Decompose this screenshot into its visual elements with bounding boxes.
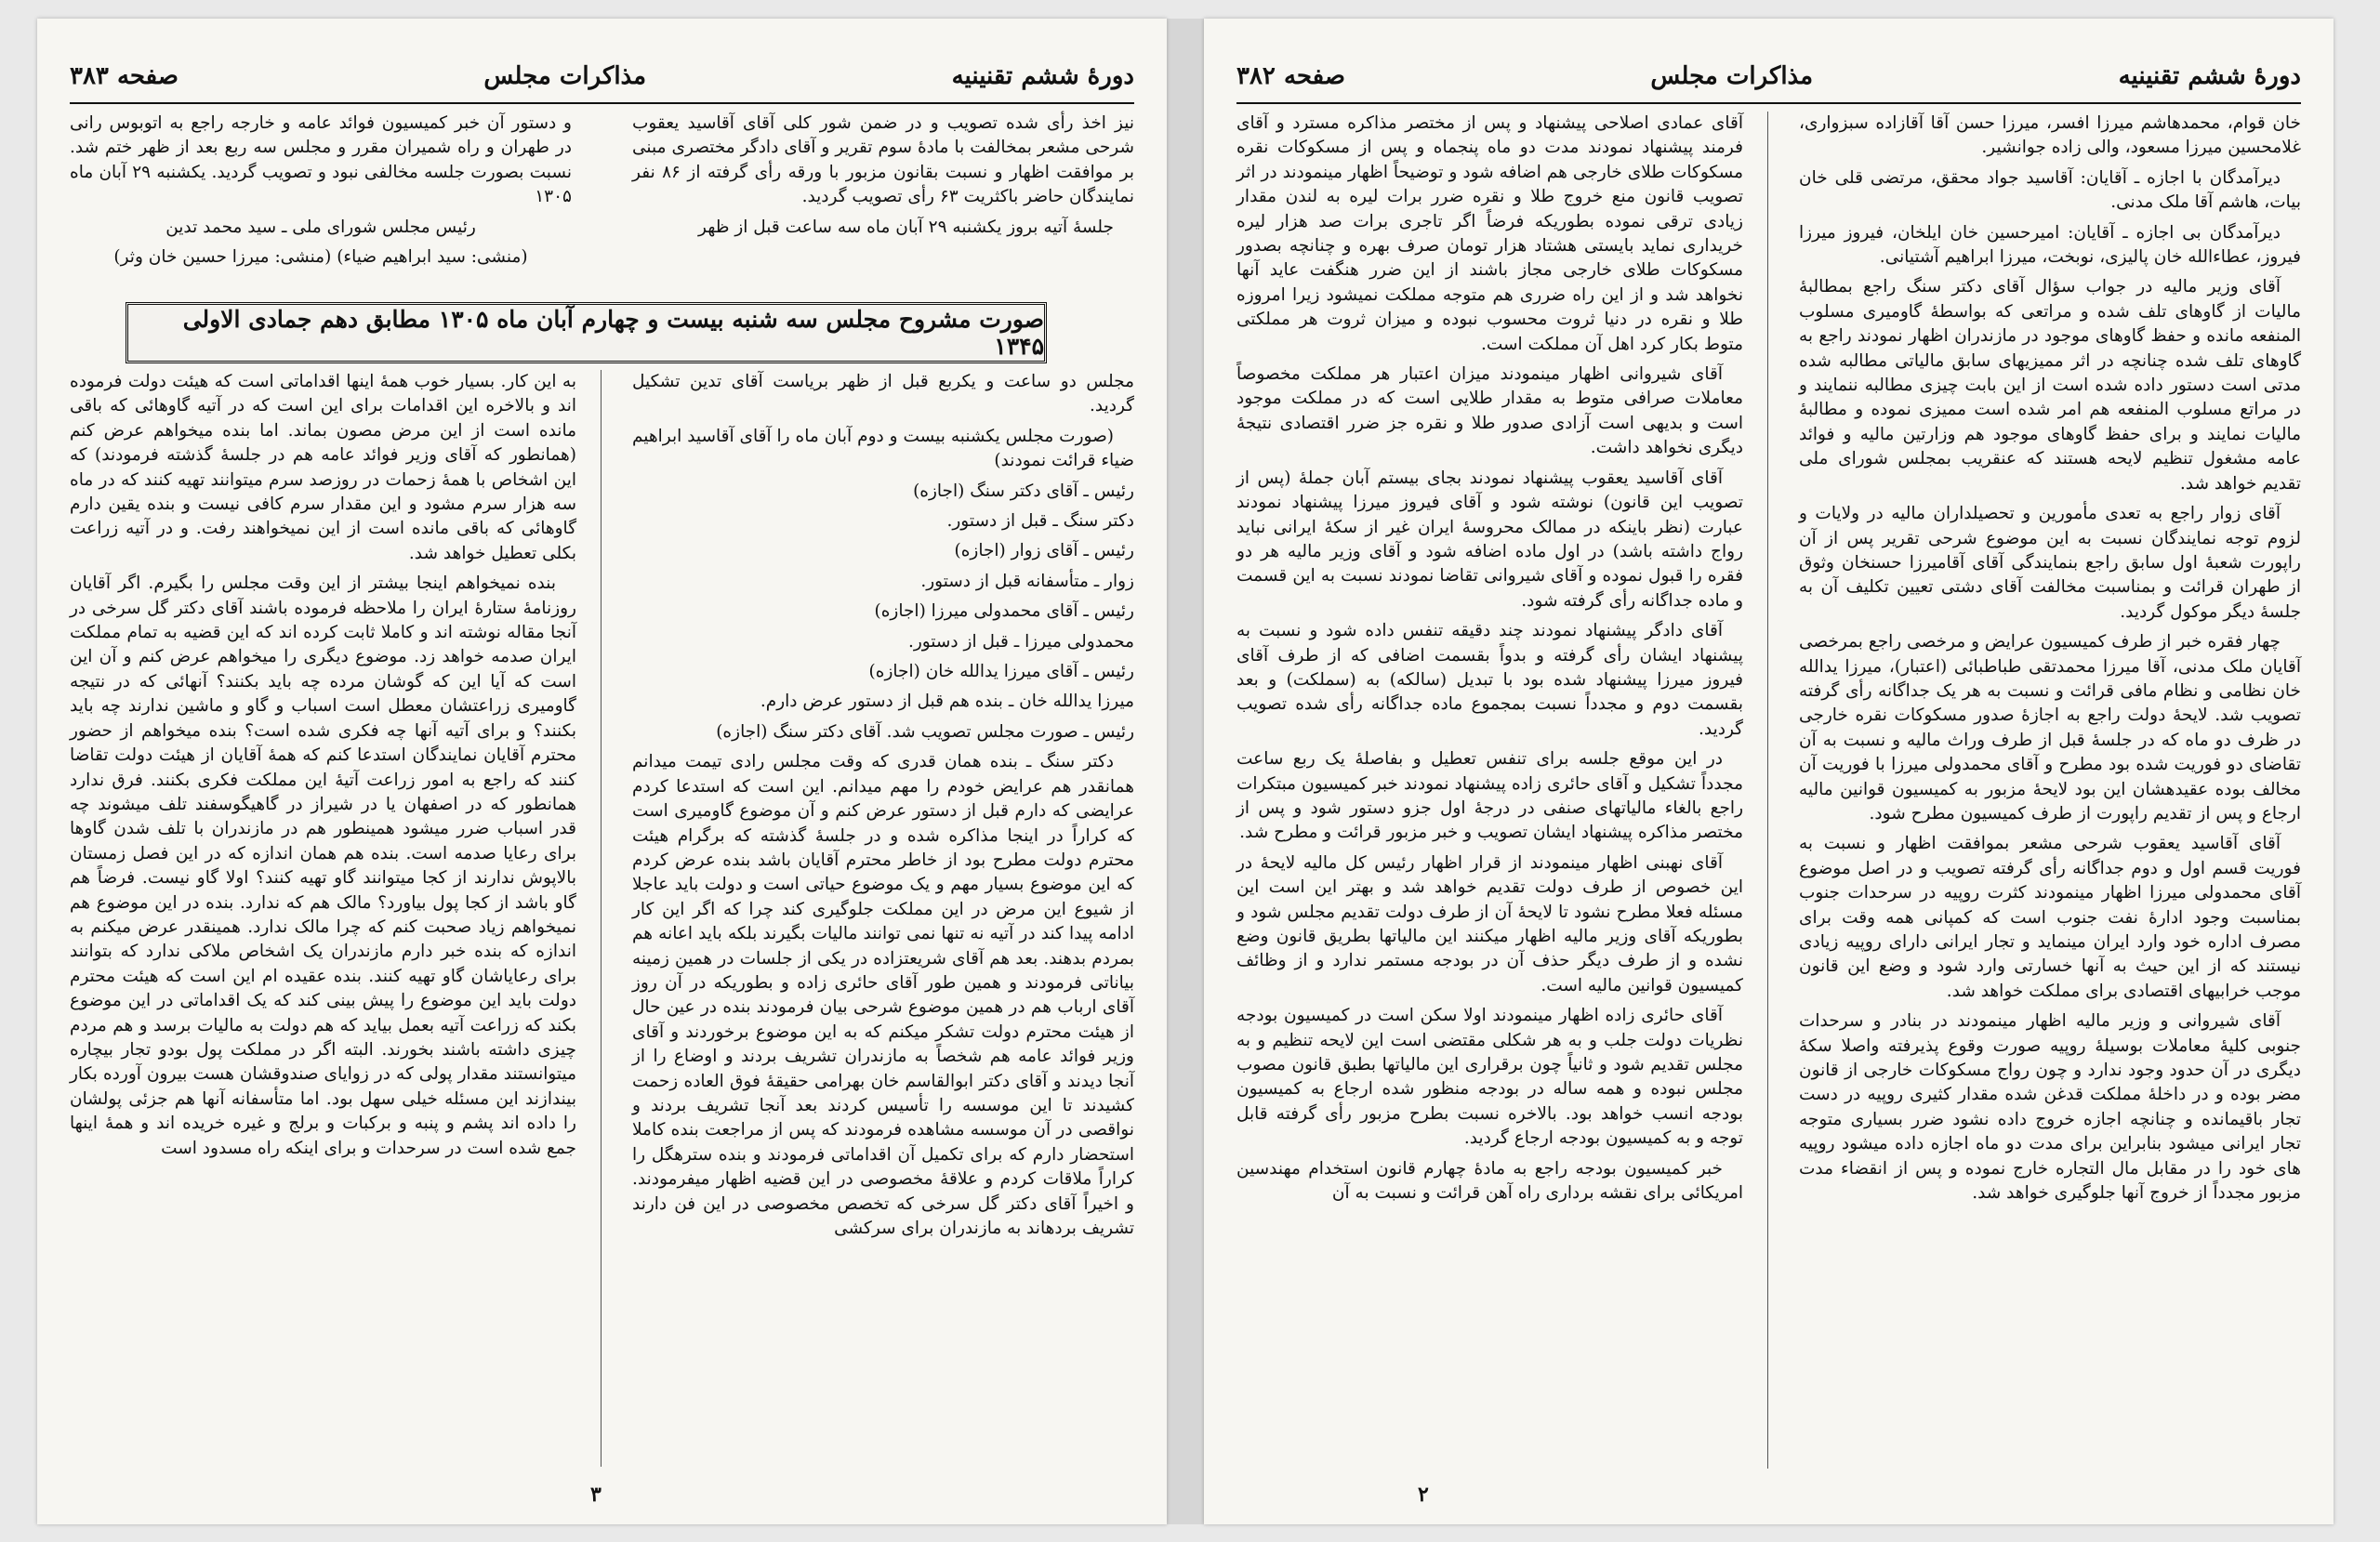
signature-president: رئیس مجلس شورای ملی ـ سید محمد تدین — [165, 217, 476, 237]
folio-number: ۲ — [1418, 1483, 1429, 1507]
paragraph: آقای زوار راجع به تعدی مأمورین و تحصیلداران مالیه در ولایات و لزوم توجه نمایندگان نسبت به این موضوع شرحی تقریر پس از آن راپورت شعبهٔ اول سابق راجع بنمایندگی آقای آقامیرزا حسنخان وثوق از طهران قرائت و بمناسبت مخالفت آقای دشتی تعیین تکلیف آن به جلسهٔ دیگر موکول گردید. — [1799, 504, 2301, 622]
page-header — [70, 58, 1134, 95]
header-rule — [70, 102, 1134, 104]
header-page-number: صفحه ۳۸۲ — [1236, 62, 1345, 90]
page-header — [1236, 58, 2301, 95]
book-gutter — [1167, 19, 1204, 1524]
paragraph: آقای آقاسید یعقوب شرحی مشعر بموافقت اظهار و نسبت به فوریت قسم اول و دوم جداگانه رأی گرفته تصویب و در اصل موضوع آقای محمدولی میرزا اظهار مینمودند کثرت روپیه در سرحدات جنوب بمناسبت وجود ادارهٔ نفت جنوب است که کمپانی همه وقت برای مصرف اداره خود وارد ایران مینماید و تجار ایرانی دارای روپیه زیادی نیستند که از این حیث به آنها خسارتی وارد شود و وضع این قانون موجب خرابیهای اقتصادی برای مملکت خواهد شد. — [1799, 834, 2301, 1001]
paragraph: خبر کمیسیون بودجه راجع به مادهٔ چهارم قانون استخدام مهندسین امریکائی برای نقشه برداری راه آهن قرائت و نسبت به آن — [1236, 1158, 1743, 1204]
paragraph: و دستور آن خبر کمیسیون فوائد عامه و خارجه راجع به اتوبوس رانی در طهران و راه شمیران مقرر و مجلس سه ربع بعد از ظهر ختم شد. نسبت بصورت جلسه مخالفی نبود و تصویب گردید. یکشنبه ۲۹ آبان ماه ۱۳۰۵ — [70, 113, 573, 207]
paragraph: آقای آقاسید یعقوب پیشنهاد نمودند بجای بیستم آبان جملهٔ (پس از تصویب این قانون) نوشته شود و آقای فیروز میرزا پیشنهاد نمودند عبارت (نظر باینکه در ممالک محروسهٔ ایران غیر از سکهٔ ایرانی نباید رواج داشته باشد) در اول ماده اضافه شود و آقای وزیر مالیه هر دو فقره را قبول نموده و آقای شیروانی تقاضا نمودند نسبت به این قسمت و ماده جداگانه رأی گرفته شود. — [1236, 468, 1743, 611]
paragraph: آقای وزیر مالیه در جواب سؤال آقای دکتر سنگ راجع بمطالبهٔ مالیات از گاوهای تلف شده و مراتعی که بواسطهٔ گاومیری مسلوب المنفعه مانده و حفظ گاوهای موجود در مازندران اظهار نمودند راجع به گاوهای تلف شده چنانچه در اثر ممیزیهای سابق مالیاتی مطالبه شده مدتی است دستور داده شده است از این بابت چیزی مطالبه ننمایند و در مراتع مسلوب المنفعه هم امر شده است ممیزی نموده و مطالبهٔ مالیات نمایند و برای حفظ گاوهای موجود هم وزارتین مالیه و فوائد عامه مشغول تنظیم لایحه هستند که عنقریب بمجلس شورای ملی تقدیم خواهد شد. — [1799, 277, 2301, 494]
paragraph: نیز اخذ رأی شده تصویب و در ضمن شور کلی آقای آقاسید یعقوب شرحی مشعر بمخالفت با مادهٔ سوم تقریر و آقای دادگر مختصری مبنی بر موافقت اظهار و نسبت بقانون مزبور با ورقه رأی گرفته از ۸۶ نفر نمایندگان حاضر باکثریت ۶۳ رأی تصویب گردید. — [632, 113, 1134, 207]
page-383 — [37, 19, 1167, 1524]
paragraph: جلسهٔ آتیه بروز یکشنبه ۲۹ آبان ماه سه ساعت قبل از ظهر — [697, 217, 1114, 237]
header-rule — [1236, 102, 2301, 104]
header-session: دورهٔ ششم تقنینیه — [2118, 62, 2301, 90]
page-382 — [1204, 19, 2334, 1524]
header-title: مذاکرات مجلس — [1650, 62, 1814, 90]
column-divider — [601, 370, 602, 1467]
speaker-line: محمدولی میرزا ـ قبل از دستور. — [907, 631, 1134, 652]
column-top-left — [70, 112, 572, 275]
column-top-right — [632, 112, 1134, 245]
paragraph: به این کار. بسیار خوب همهٔ اینها اقداماتی است که هیئت دولت فرموده اند و بالاخره این اقدامات برای این است که در آتیه گاوهائی که باقی مانده است از این مرض مصون بماند. اما بنده میخواهم عرض کنم (همانطور که آقای وزیر فوائد عامه هم در جلسهٔ گذشته فرمودند) که این اشخاص با همهٔ زحمات در روزصد سرم میتوانند تهیه کنند که در ماه سه هزار سرم مشود و این مقدار سرم کافی نیست و بنده یقین دارم گاوهائی که باقی مانده است از این نمیخواهند رفت. و در آتیه زراعت بکلی تعطیل خواهد شد. — [70, 372, 576, 563]
paragraph: مجلس دو ساعت و یکربع قبل از ظهر بریاست آقای تدین تشکیل گردید. — [632, 372, 1134, 416]
paragraph: آقای عمادی اصلاحی پیشنهاد و پس از مختصر مذاکره مسترد و آقای فرمند پیشنهاد نمودند مدت دو ماه پنجماه و پس از مسکوکات نقره مسکوکات طلای خارجی هم اضافه شود و توضیحاً اظهار مینمودند در اثر تصویب قانون منع خروج طلا و نقره ضرر برات لیره به لندن مقدار زیادی ترقی نموده بطوریکه فرضاً اگر تاجری برات صد هزار لیره خریداری نماید بایستی هشتاد هزار تومان صرف بهره و چنانچه بصدور مسکوکات طلای خارجی مجاز باشند از این ضرر هنگفت عاید آنها نخواهد شد و از این راه ضرری هم متوجه مملکت نمیشود زیرا امروزه طلا و نقره در دنیا ثروت محسوب نبوده و میزان ثروت هر مملکتی متوط بکار کرد اهل آن مملکت است. — [1236, 113, 1743, 354]
folio-number: ۳ — [590, 1483, 602, 1507]
column-bottom-right — [632, 370, 1134, 1246]
speaker-line: رئیس ـ صورت مجلس تصویب شد. آقای دکتر سنگ (اجازه) — [716, 721, 1134, 742]
session-banner — [126, 302, 1047, 363]
speaker-line: رئیس ـ آقای زوار (اجازه) — [954, 541, 1134, 561]
speaker-line: رئیس ـ آقای دکتر سنگ (اجازه) — [913, 481, 1134, 501]
column-divider — [1767, 112, 1768, 1469]
paragraph: آقای دادگر پیشنهاد نمودند چند دقیقه تنفس داده شود و نسبت به پیشنهاد ایشان رأی گرفته و بدواً بقسمت اضافی که از طرف آقای فیروز میرزا پیشنهاد شده بود با تبدیل (سالکه) به (سملکت) و بعد بقسمت دوم و مجدداً نسبت بمجموع ماده جداگانه رأی شده تصویب گردید. — [1236, 621, 1743, 739]
paragraph: آقای حائری زاده اظهار مینمودند اولا سکن است در کمیسیون بودجه نظریات دولت جلب و به هر شکلی مقتضی است این لایحه تنظیم و به مجلس تقدیم شود و ثانیاً چون برقراری این مالیاتها بطبق قانون مصوب مجلس نبوده و همه ساله در بودجه منظور شده ارجاع به کمیسیون بودجه انسب خواهد بود. بالاخره نسبت بطرح مزبور رأی گرفته قابل توجه و به کمیسیون بودجه ارجاع گردید. — [1236, 1006, 1743, 1149]
speaker-line: زوار ـ متأسفانه قبل از دستور. — [920, 571, 1134, 591]
speaker-line: رئیس ـ آقای محمدولی میرزا (اجازه) — [874, 601, 1134, 622]
paragraph: دیرآمدگان با اجازه ـ آقایان: آقاسید جواد محقق، مرتضی قلی خان بیات، هاشم آقا ملک مدنی. — [1799, 167, 2301, 213]
signature-secretaries: (منشی: سید ابراهیم ضیاء) (منشی: میرزا حسین خان وثر) — [113, 247, 528, 268]
column-right — [1799, 112, 2301, 1211]
header-session: دورهٔ ششم تقنینیه — [951, 62, 1134, 90]
column-bottom-left — [70, 370, 576, 1166]
session-banner-text: صورت مشروح مجلس سه شنبه بیست و چهارم آبان ماه ۱۳۰۵ مطابق دهم جمادی الاولی ۱۳۴۵ — [182, 306, 1044, 360]
paragraph: دکتر سنگ ـ بنده همان قدری که وقت مجلس رادی تیمت میدانم همانقدر هم عرایض خودم را مهم میدانم. این است که استدعا کردم عرایضی که دارم قبل از دستور عرض کنم و آن موضوع گاومیری است که کراراً در اینجا مذاکره شده و در جلسهٔ گذشته که برگرام هیئت محترم دولت مطرح بود از خاطر محترم آقایان باشد بنده عرض کردم که این موضوع بسیار مهم و یک موضوع حیاتی است و دولت باید عاجلا از شیوع این مرض در این مملکت جلوگیری کند چرا که اگر این کار ادامه پیدا کند در آتیه نه تنها نمی توانند مالیات بگیرند بلکه باید اعانه هم بمردم بدهند. بعد هم آقای شریعتزاده در یکی از جلسات در همین زمینه بیاناتی فرمودند و همین طور آقای حائری زاده و بطوریکه در آن روز آقای ارباب هم در همین موضوع شرحی بیان فرمودند بنده در عین حال از هیئت محترم دولت تشکر میکنم که به این موضوع برخوردند و آقای وزیر فوائد عامه هم شخصاً به مازندران تشریف بردند و اوضاع را از آنجا دیدند و آقای دکتر ابوالقاسم خان بهرامی حقیقهٔ فوق العاده زحمت کشیدند تا این موسسه را تأسیس کردند بعد آنجا تشریف بردند و نواقصی در آن موسسه مشاهده فرمودند که پس از مراجعت بنده کاملا استحضار دارم که برای تکمیل آن اقداماتی فرمودند و بنده سترهگل را کراراً ملاقات کردم و علاقهٔ مخصوصی در این قضیه اظهار میفرمودند. و اخیراً آقای دکتر گل سرخی که تخصص مخصوصی در این فن دارند تشریف بردهاند به مازندران برای سرکشی — [632, 752, 1134, 1238]
speaker-line: میرزا یدالله خان ـ بنده هم قبل از دستور عرض دارم. — [760, 692, 1134, 712]
paragraph: خان قوام، محمدهاشم میرزا افسر، میرزا حسن آقا آقازاده سبزواری، غلامحسین میرزا مسعود، والی زاده جوانشیر. — [1799, 113, 2301, 158]
speaker-line: رئیس ـ آقای میرزا یدالله خان (اجازه) — [868, 662, 1134, 682]
header-page-number: صفحه ۳۸۳ — [70, 62, 178, 90]
paragraph: بنده نمیخواهم اینجا بیشتر از این وقت مجلس را بگیرم. اگر آقایان روزنامهٔ ستارهٔ ایران را ملاحظه فرموده باشند آقای دکتر گل سرخی در آنجا مقاله نوشته اند و کاملا ثابت کرده اند که این قضیه به تمام مملکت ایران صدمه خواهد زد. موضوع دیگری را میخواهم عرض کنم و آن این است که آیا این که گوشان مرده چه باید بکنند؟ آنهائی که در نتیجه گاومیری زراعتشان معطل است اسباب و گاو و ماشین ندارند چه باید بکنند؟ و برای آتیه آنها چه فکری شده است؟ بنده میخواهم از حضور محترم آقایان نمایندگان استدعا کنم که همهٔ آقایان از هیئت دولت تقاضا کنند که راجع به امور زراعت آتیهٔ این مملکت فکری بکنند. فرق ندارد همانطور که در اصفهان یا در شیراز در گاهیگوسفند تلف میشوند چه قدر اسباب ضرر میشود همینطور هم در مازندران با تلف شدن گاوها برای رعایا صدمه است. بنده هم همان اندازه که در این فصل زمستان بالاپوش ندارند از کجا میتوانند گاو تهیه کنند؟ اولا گاو نیست. فرضاً هم گاو باشد از کجا پول بیاورد؟ مالک هم که ندارد. بنده در این موضوع هم نمیخواهم زیاد صحبت کنم که چرا مالک ندارد. همینقدر عرض میکنم به اندازه که بنده خبر دارم مازندران یک اشخاص ملاکی ندارد که بتوانند برای رعایاشان گاو تهیه کنند. بنده عقیده ام این است که هیئت محترم دولت باید این موضوع را پیش بینی کند که یک اقداماتی در این موضوع بکند که زراعت آتیه بعمل بیاید که هم دولت به مالیات برسد و هم مردم چیزی داشته باشند بخورند. البته اگر در مملکت پول بودو تجار بیچاره میتوانستند مقدار پولی که در زوایای صندوقشان هست بیرون آورده بکار بیندازند این مسئله خیلی سهل بود. اما متأسفانه آنها هم جزئی پولشان را داده اند پشم و پنبه و برکبات و برلج و غیره خریده اند و همهٔ اینها جمع شده است در سرحدات و برای اینکه راه مسدود است — [70, 573, 576, 1158]
column-left — [1236, 112, 1743, 1211]
paragraph: آقای شیروانی اظهار مینمودند میزان اعتبار هر مملکت مخصوصاً معاملات صرافی متوط به مقدار طلایی است که در مملکت موجود است و بدیهی است آزادی صدور طلا و نقره جز ضرر اقتصادی نتیجهٔ دیگری نخواهد داشت. — [1236, 364, 1743, 458]
paragraph: دیرآمدگان بی اجازه ـ آقایان: امیرحسین خان ایلخان، فیروز میرزا فیروز، عطاءالله خان پالیزی، نوبخت، میرزا ابراهیم آشتیانی. — [1799, 222, 2301, 268]
paragraph: آقای نهبنی اظهار مینمودند از قرار اظهار رئیس کل مالیه لایحهٔ در این خصوص از طرف دولت تقدیم خواهد شد و بهتر این است این مسئله فعلا مطرح نشود تا لایحهٔ آن از طرف دولت تقدیم مجلس شود و بطوریکه آقای وزیر مالیه اظهار میکنند این مالیاتها بطریق قانون وضع نشده و از طرف دیگر حذف آن در بودجه مستمر ندارد و از وظائف کمیسیون قوانین مالیه است. — [1236, 852, 1743, 995]
paragraph: (صورت مجلس یکشنبه بیست و دوم آبان ماه را آقای آقاسید ابراهیم ضیاء قرائت نمودند) — [632, 426, 1134, 471]
paragraph: چهار فقره خبر از طرف کمیسیون عرایض و مرخصی راجع بمرخصی آقایان ملک مدنی، آقا میرزا محمدتقی طباطبائی (اعتبار)، میرزا یدالله خان نظامی و نظام مافی قرائت و نسبت به هر یک جداگانه رأی گرفته تصویب شد. لایحهٔ دولت راجع به اجازهٔ صدور مسکوکات نقره خارجی در ظرف دو ماه که در جلسهٔ قبل از طرف وراث مالیه و نسبت به آن تقاضای دو فوریت شده بود مطرح و آقای محمدولی میرزا با فوریت آن مخالف بوده عقیدهشان این بود لایحهٔ مزبور به کمیسیون قوانین مالیه ارجاع و پس از تقدیم راپورت از طرف کمیسیون مطرح شود. — [1799, 632, 2301, 824]
paragraph: آقای شیروانی و وزیر مالیه اظهار مینمودند در بنادر و سرحدات جنوبی کلیهٔ معاملات بوسیلهٔ روپیه صورت وقوع پذیرفته واصلا سکهٔ دیگری در آن حدود وجود ندارد و چون رواج مسکوکات خارجی از قانون مضر بوده و در داخلهٔ مملکت قدغن شده مقدار کثیری روپیه در دست تجار باقیمانده و چنانچه اجازه خروج داده نشود ضرر بسیاری متوجه تجار ایرانی میشود بنابراین برای مدت دو ماه اجازه داده میشود روپیه های خود را در مقابل مال التجاره خارج نموده و پس از انقضاء مدت مزبور مجدداً از خروج آنها جلوگیری خواهد شد. — [1799, 1011, 2301, 1204]
speaker-line: دکتر سنگ ـ قبل از دستور. — [946, 511, 1134, 532]
header-title: مذاکرات مجلس — [483, 62, 647, 90]
paragraph: در این موقع جلسه برای تنفس تعطیل و بفاصلهٔ یک ربع ساعت مجدداً تشکیل و آقای حائری زاده پیشنهاد نمودند خبر کمیسیون مبتکرات راجع بالغاء مالیاتهای صنفی در درجهٔ اول جزو دستور شود و پس از مختصر مذاکره پیشنهاد ایشان تصویب و خبر مزبور قرائت و مطرح شد. — [1236, 749, 1743, 843]
